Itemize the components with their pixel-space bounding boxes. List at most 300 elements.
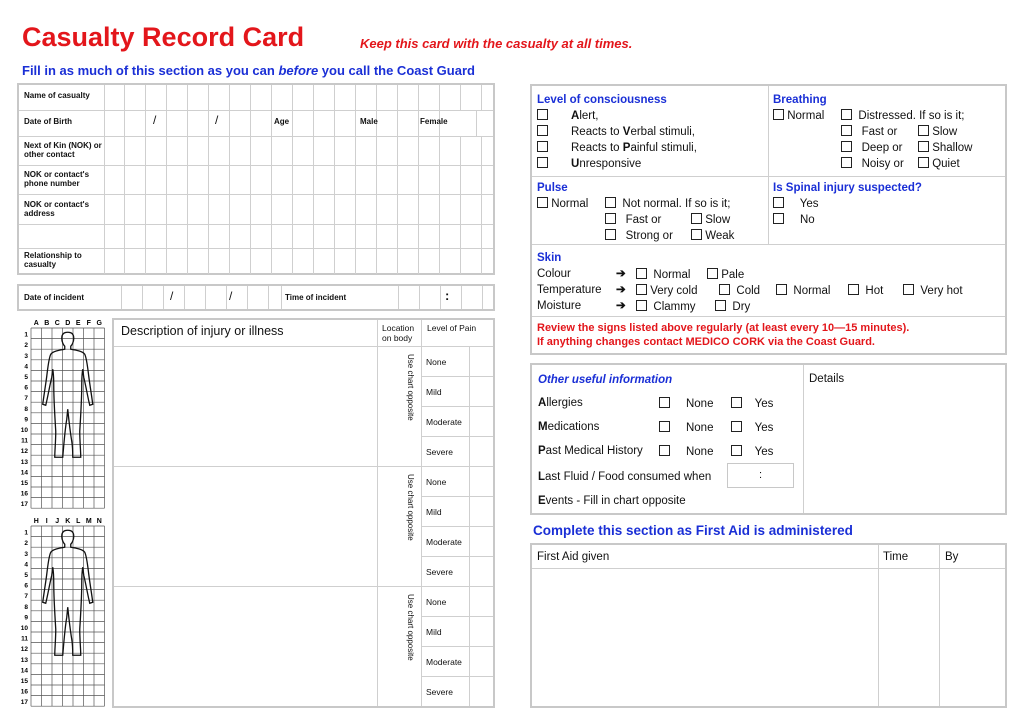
cell-line <box>397 194 398 224</box>
cell-line <box>271 136 272 165</box>
checkbox[interactable] <box>691 213 702 224</box>
consciousness-alert[interactable] <box>537 109 598 123</box>
fill-note-before: before <box>278 63 319 78</box>
cell-line <box>271 165 272 194</box>
row-number: 10 <box>20 427 28 434</box>
last-fluid-time-box[interactable] <box>727 463 794 488</box>
cell-line <box>481 224 482 248</box>
option-text: Normal <box>793 285 831 297</box>
row-number: 6 <box>24 384 28 392</box>
row-number: 7 <box>24 395 28 403</box>
row-number: 16 <box>20 688 28 696</box>
consciousness-painful[interactable] <box>537 141 697 155</box>
row-number: 2 <box>24 342 28 350</box>
skin-colour-label: Colour <box>537 268 571 280</box>
divider-h1 <box>532 176 1005 177</box>
checkbox[interactable] <box>715 300 726 311</box>
cell-line <box>418 136 419 165</box>
time-colon: : <box>758 469 763 481</box>
option-text: Quiet <box>932 158 960 170</box>
breathing-normal[interactable] <box>773 109 824 123</box>
pain-level-moderate: Moderate <box>426 657 462 667</box>
checkbox[interactable] <box>841 157 852 168</box>
cell-line <box>419 286 420 309</box>
key-letter: E <box>538 495 546 507</box>
pain-level-severe: Severe <box>426 447 453 457</box>
option-text: Slow <box>705 214 731 226</box>
checkbox[interactable] <box>636 268 647 279</box>
cell-line <box>398 286 399 309</box>
col-line <box>377 320 378 706</box>
cell-line <box>124 248 125 274</box>
row-number: 11 <box>21 437 28 445</box>
label-text: edications <box>547 421 600 433</box>
option-text: Slow <box>932 126 958 138</box>
checkbox[interactable] <box>691 229 702 240</box>
level-line <box>421 436 493 437</box>
block-line <box>114 586 493 587</box>
cell-line <box>334 248 335 274</box>
cell-line <box>229 136 230 165</box>
checkbox[interactable] <box>731 421 742 432</box>
row-number: 15 <box>20 480 28 487</box>
option-text: Very cold <box>650 285 698 297</box>
row-number: 5 <box>24 572 28 579</box>
checkbox[interactable] <box>537 197 548 208</box>
checkbox[interactable] <box>841 141 852 152</box>
row-number: 10 <box>20 625 28 632</box>
cell-line <box>376 136 377 165</box>
breathing-deep[interactable] <box>841 141 903 155</box>
cell-line <box>376 165 377 194</box>
cell-line <box>104 85 105 110</box>
pain-level-mild: Mild <box>426 507 442 517</box>
level-line <box>421 496 493 497</box>
row-number: 9 <box>24 416 28 424</box>
cell-line <box>268 286 269 309</box>
cell-line <box>166 136 167 165</box>
column-letter: K <box>65 518 71 525</box>
cell-line <box>481 194 482 224</box>
checkbox[interactable] <box>731 445 742 456</box>
cell-line <box>292 136 293 165</box>
cell-line <box>376 194 377 224</box>
nok-phone-label: NOK or contact's phone number <box>24 170 90 188</box>
breathing-distressed[interactable] <box>841 109 964 123</box>
age-label: Age <box>274 117 290 126</box>
review-line-1: Review the signs listed above regularly (at least every 10—15 minutes). <box>537 322 910 334</box>
checkbox[interactable] <box>636 284 647 295</box>
skin-colour-arrow: ➔ <box>616 268 626 280</box>
incident-colon: : <box>445 288 450 303</box>
cell-line <box>418 110 419 136</box>
consciousness-unresponsive[interactable] <box>537 157 641 171</box>
option-text: No <box>799 214 815 226</box>
row-number: 8 <box>24 405 28 413</box>
cell-line <box>376 85 377 110</box>
cell-line <box>440 286 441 309</box>
checkbox[interactable] <box>773 109 784 120</box>
row-line <box>19 248 493 249</box>
cell-line <box>418 165 419 194</box>
cell-line <box>481 85 482 110</box>
pain-level-moderate: Moderate <box>426 417 462 427</box>
cell-line <box>205 286 206 309</box>
column-letter: L <box>76 518 81 525</box>
pain-level-severe: Severe <box>426 687 453 697</box>
cell-line <box>104 194 105 224</box>
level-line <box>421 406 493 407</box>
cell-line <box>281 286 282 309</box>
checkbox[interactable] <box>918 141 929 152</box>
cell-line <box>460 194 461 224</box>
checkbox[interactable] <box>605 229 616 240</box>
skin-hot[interactable] <box>848 284 883 298</box>
incident-grid <box>19 286 493 309</box>
skin-very-hot[interactable] <box>903 284 963 298</box>
time-divider <box>878 545 879 706</box>
row-line <box>19 136 493 137</box>
header-line <box>114 346 493 347</box>
skin-dry[interactable] <box>715 300 750 314</box>
row-number: 17 <box>20 501 28 509</box>
cell-line <box>124 85 125 110</box>
option-text: None <box>685 422 714 434</box>
cell-line <box>145 136 146 165</box>
cell-line <box>418 85 419 110</box>
cell-line <box>187 194 188 224</box>
level-line <box>421 676 493 677</box>
cell-line <box>271 110 272 136</box>
option-text: Not normal. If so is it; <box>622 198 731 210</box>
cell-line <box>334 194 335 224</box>
row-number: 16 <box>20 490 28 498</box>
consciousness-verbal[interactable] <box>537 125 695 139</box>
cell-line <box>271 224 272 248</box>
checkbox[interactable] <box>773 213 784 224</box>
incident-slash-2: / <box>229 289 233 303</box>
cell-line <box>229 165 230 194</box>
checkbox[interactable] <box>707 268 718 279</box>
cell-line <box>124 136 125 165</box>
option-text: Dry <box>732 301 751 313</box>
cell-line <box>187 110 188 136</box>
row-number: 13 <box>20 458 28 466</box>
fill-note-c: you call the Coast Guard <box>318 63 475 78</box>
key-letter: A <box>571 110 580 122</box>
breathing-slow[interactable] <box>918 125 957 139</box>
cell-line <box>124 224 125 248</box>
cell-line <box>292 194 293 224</box>
checkbox[interactable] <box>659 397 670 408</box>
checkbox[interactable] <box>903 284 914 295</box>
cell-line <box>313 136 314 165</box>
cell-line <box>355 224 356 248</box>
female-label: Female <box>420 117 448 126</box>
fill-note <box>22 63 475 78</box>
row-number: 12 <box>20 448 28 456</box>
incident-date-label: Date of incident <box>24 293 85 302</box>
cell-line <box>439 136 440 165</box>
allergies-yes[interactable] <box>731 397 773 411</box>
cell-line <box>145 194 146 224</box>
column-letter: M <box>85 518 92 525</box>
name-label: Name of casualty <box>24 91 90 100</box>
dob-label: Date of Birth <box>24 117 72 126</box>
skin-moisture-label: Moisture <box>537 300 582 312</box>
option-text: None <box>685 398 714 410</box>
cell-line <box>461 286 462 309</box>
checkbox[interactable] <box>848 284 859 295</box>
level-line <box>421 616 493 617</box>
row-number: 4 <box>24 363 28 371</box>
row-number: 2 <box>24 540 28 548</box>
cell-line <box>439 165 440 194</box>
cell-line <box>271 85 272 110</box>
dob-slash-2: / <box>215 113 219 127</box>
allergies-none[interactable] <box>659 397 713 411</box>
cell-line <box>397 248 398 274</box>
divider-h3 <box>532 316 1005 317</box>
cell-line <box>145 110 146 136</box>
option-text: None <box>685 446 714 458</box>
checkbox[interactable] <box>776 284 787 295</box>
other-info-frame <box>530 363 1007 515</box>
breathing-noisy[interactable] <box>841 157 904 171</box>
row-number: 8 <box>24 603 28 611</box>
checkbox[interactable] <box>719 284 730 295</box>
cell-line <box>271 248 272 274</box>
cell-line <box>334 224 335 248</box>
level-line <box>421 556 493 557</box>
cell-line <box>292 110 293 136</box>
medications-yes[interactable] <box>731 421 773 435</box>
cell-line <box>187 165 188 194</box>
column-letter: J <box>55 518 60 525</box>
option-text: Strong or <box>625 230 673 242</box>
checkbox[interactable] <box>537 157 548 168</box>
header-divider <box>532 568 1005 569</box>
checkbox[interactable] <box>537 125 548 136</box>
cell-line <box>208 248 209 274</box>
pulse-heading: Pulse <box>537 182 568 194</box>
cell-line <box>355 248 356 274</box>
checkbox[interactable] <box>773 197 784 208</box>
cell-line <box>166 224 167 248</box>
body-outline <box>43 530 93 655</box>
incident-slash-1: / <box>170 289 174 303</box>
dob-slash-1: / <box>153 113 157 127</box>
pulse-normal[interactable] <box>537 197 588 211</box>
column-letter: I <box>45 518 48 525</box>
column-letter: C <box>54 320 60 327</box>
cell-line <box>187 85 188 110</box>
skin-temperature-arrow: ➔ <box>616 284 626 296</box>
skin-very-cold[interactable] <box>636 284 698 298</box>
use-chart-3: Use chart opposite <box>406 594 415 661</box>
column-letter: H <box>33 518 39 525</box>
checkbox[interactable] <box>605 213 616 224</box>
cell-line <box>292 165 293 194</box>
history-yes[interactable] <box>731 445 773 459</box>
history-none[interactable] <box>659 445 713 459</box>
cell-line <box>355 136 356 165</box>
nok-address-label: NOK or contact's address <box>24 200 90 218</box>
skin-clammy[interactable] <box>636 300 696 314</box>
assessment-frame <box>530 84 1007 355</box>
spinal-no[interactable] <box>773 213 815 227</box>
cell-line <box>334 110 335 136</box>
column-letter: G <box>96 320 102 327</box>
use-chart-2: Use chart opposite <box>406 474 415 541</box>
option-text: Fast or <box>861 126 898 138</box>
cell-line <box>187 248 188 274</box>
checkbox[interactable] <box>841 109 852 120</box>
key-letter: M <box>538 421 548 433</box>
checkbox[interactable] <box>605 197 616 208</box>
option-text: Weak <box>705 230 735 242</box>
row-number: 3 <box>24 352 28 360</box>
cell-line <box>163 286 164 309</box>
cell-line <box>250 110 251 136</box>
cell-line <box>166 85 167 110</box>
cell-line <box>460 85 461 110</box>
first-aid-time-header: Time <box>883 551 909 563</box>
cell-line <box>460 136 461 165</box>
skin-colour-normal[interactable] <box>636 268 690 282</box>
option-text: Normal <box>653 269 691 281</box>
breathing-quiet[interactable] <box>918 157 960 171</box>
cell-line <box>166 194 167 224</box>
cell-line <box>104 136 105 165</box>
option-text: Distressed. If so is it; <box>858 110 965 122</box>
row-line <box>19 224 493 225</box>
row-line <box>19 165 493 166</box>
cell-line <box>418 194 419 224</box>
label-text: llergies <box>546 397 583 409</box>
spinal-heading: Is Spinal injury suspected? <box>773 182 922 194</box>
cell-line <box>229 224 230 248</box>
checkbox[interactable] <box>537 141 548 152</box>
cell-line <box>208 165 209 194</box>
row-number: 5 <box>24 374 28 381</box>
incident-frame <box>17 284 495 311</box>
row-number: 6 <box>24 582 28 590</box>
first-aid-heading: Complete this section as First Aid is administered <box>533 523 853 538</box>
pulse-strong[interactable] <box>605 229 673 243</box>
cell-line <box>208 136 209 165</box>
column-letter: N <box>96 518 102 525</box>
option-text: ainful stimuli, <box>630 142 697 154</box>
cell-line <box>104 248 105 274</box>
cell-line <box>313 85 314 110</box>
checkbox[interactable] <box>659 421 670 432</box>
first-aid-by-header: By <box>945 551 959 563</box>
pain-level-mild: Mild <box>426 627 442 637</box>
body-chart <box>12 316 112 708</box>
row-number: 4 <box>24 561 28 569</box>
key-letter: P <box>538 445 546 457</box>
breathing-fast[interactable] <box>841 125 897 139</box>
cell-line <box>104 110 105 136</box>
cell-line <box>208 194 209 224</box>
row-number: 1 <box>24 529 28 537</box>
row-number: 15 <box>20 678 28 685</box>
use-chart-1: Use chart opposite <box>406 354 415 421</box>
pulse-not-normal[interactable] <box>605 197 730 211</box>
option-prefix: Reacts to <box>571 126 623 138</box>
option-text: Yes <box>754 422 774 434</box>
cell-line <box>481 136 482 165</box>
cell-line <box>376 224 377 248</box>
cell-line <box>460 248 461 274</box>
cell-line <box>166 110 167 136</box>
skin-cold[interactable] <box>719 284 760 298</box>
skin-temp-normal[interactable] <box>776 284 830 298</box>
skin-colour-pale[interactable] <box>707 268 744 282</box>
cell-line <box>376 248 377 274</box>
checkbox[interactable] <box>918 125 929 136</box>
option-text: Yes <box>754 398 774 410</box>
cell-line <box>334 85 335 110</box>
checkbox[interactable] <box>841 125 852 136</box>
cell-line <box>247 286 248 309</box>
checkbox[interactable] <box>918 157 929 168</box>
spinal-yes[interactable] <box>773 197 819 211</box>
first-aid-frame <box>530 543 1007 708</box>
key-letter: U <box>571 158 580 170</box>
cell-line <box>142 286 143 309</box>
cell-line <box>439 194 440 224</box>
checkbox[interactable] <box>731 397 742 408</box>
cell-line <box>439 85 440 110</box>
cell-line <box>355 194 356 224</box>
column-letter: D <box>65 320 71 327</box>
keep-note: Keep this card with the casualty at all times. <box>360 36 633 51</box>
cell-line <box>334 165 335 194</box>
column-letter: A <box>33 320 39 327</box>
checkbox[interactable] <box>636 300 647 311</box>
breathing-shallow[interactable] <box>918 141 972 155</box>
cell-line <box>313 224 314 248</box>
checkbox[interactable] <box>659 445 670 456</box>
option-text: nresponsive <box>579 158 642 170</box>
cell-line <box>166 165 167 194</box>
medications-none[interactable] <box>659 421 713 435</box>
allergies-label <box>538 397 583 410</box>
cell-line <box>229 85 230 110</box>
pain-level-severe: Severe <box>426 567 453 577</box>
cell-line <box>439 224 440 248</box>
cell-line <box>481 165 482 194</box>
option-text: Normal <box>551 198 589 210</box>
location-header: Location on body <box>382 323 415 343</box>
cell-line <box>229 248 230 274</box>
pulse-slow[interactable] <box>691 213 730 227</box>
cell-line <box>439 248 440 274</box>
pain-level-moderate: Moderate <box>426 537 462 547</box>
label-text: vents - Fill in chart opposite <box>545 495 686 507</box>
pulse-fast[interactable] <box>605 213 661 227</box>
cell-line <box>250 136 251 165</box>
fill-note-a: Fill in as much of this section as you can <box>22 63 279 78</box>
events-label <box>538 495 686 508</box>
option-text: Very hot <box>920 285 963 297</box>
checkbox[interactable] <box>537 109 548 120</box>
pulse-weak[interactable] <box>691 229 734 243</box>
cell-line <box>166 248 167 274</box>
key-letter: V <box>622 126 631 138</box>
